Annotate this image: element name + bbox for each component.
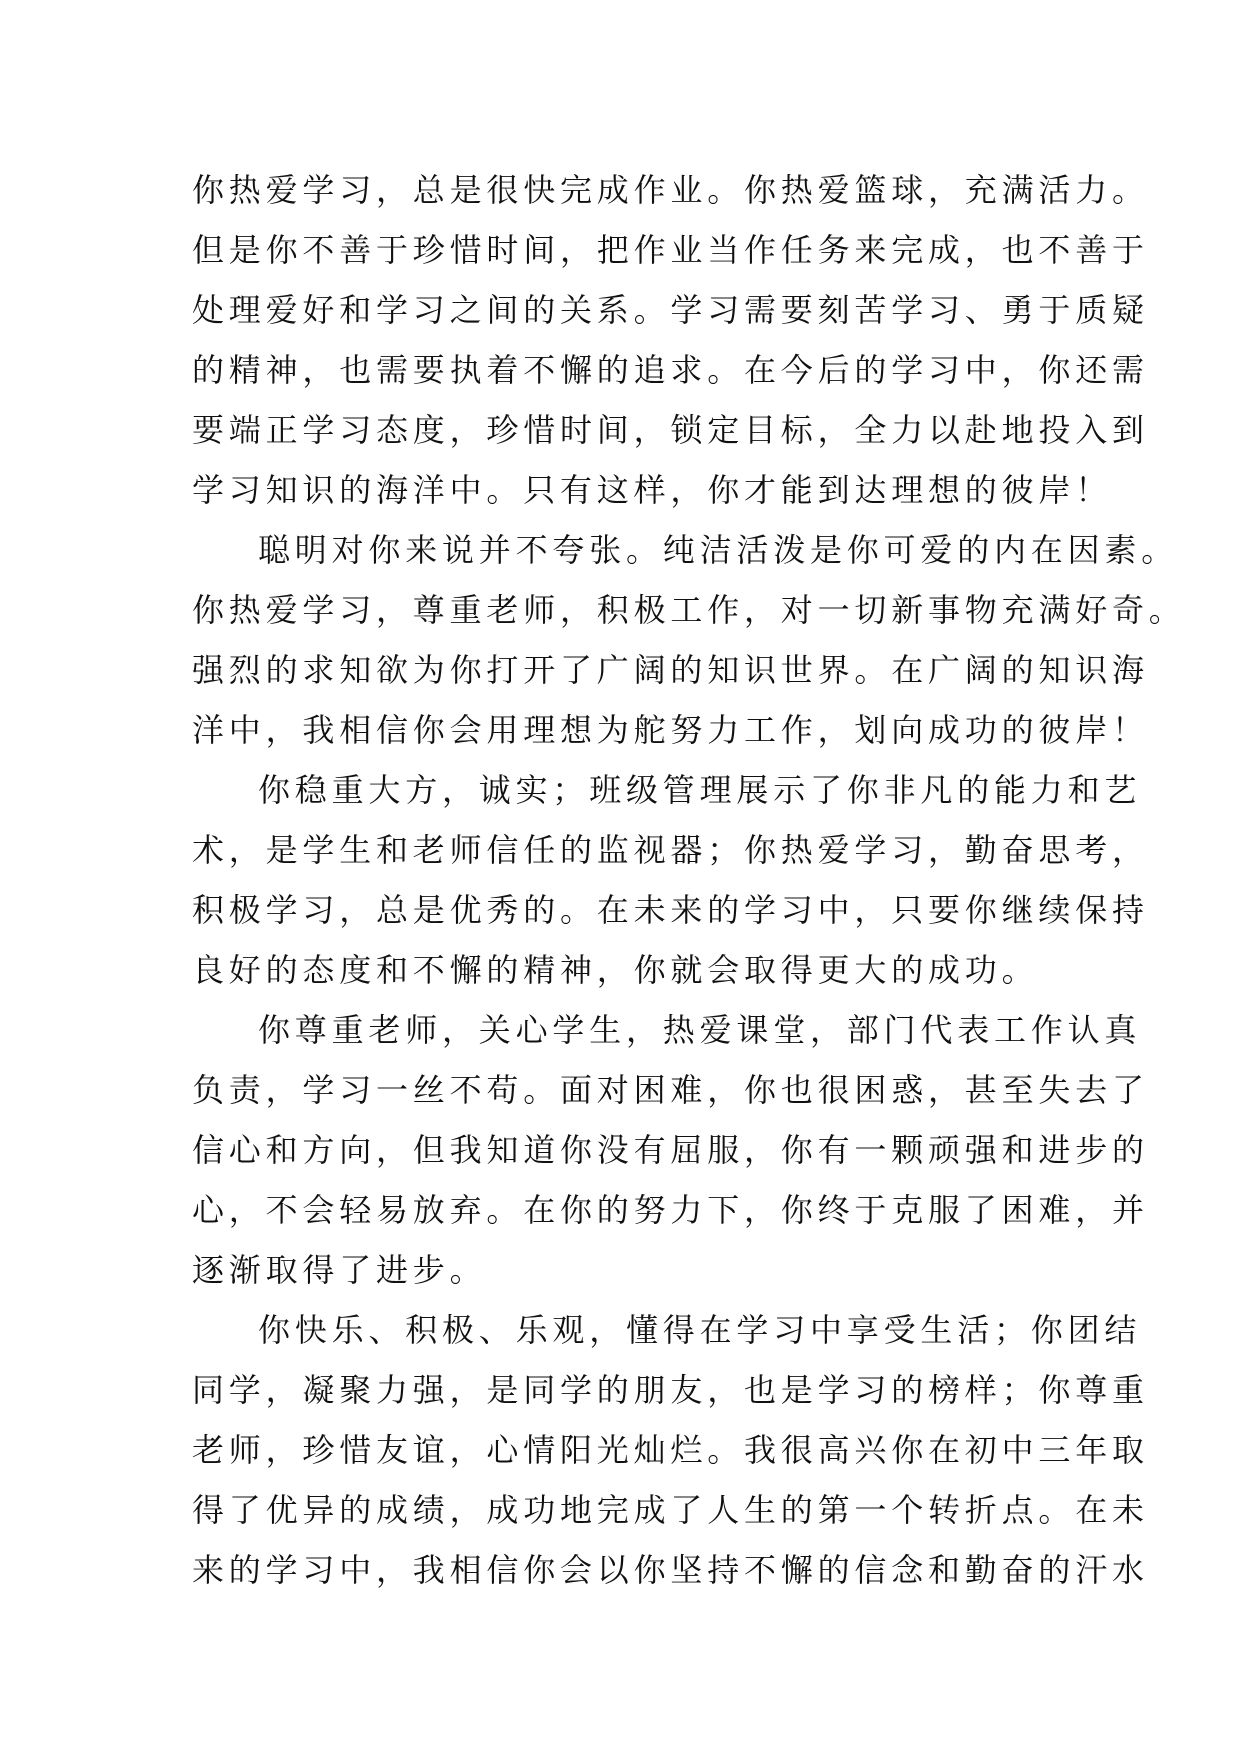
text-line: 强烈的求知欲为你打开了广阔的知识世界。在广阔的知识海 xyxy=(192,651,1149,689)
text-line: 你快乐、积极、乐观，懂得在学习中享受生活；你团结 xyxy=(258,1311,1142,1349)
paragraph-4 xyxy=(192,1000,1149,1300)
text-line: 学习知识的海洋中。只有这样，你才能到达理想的彼岸！ xyxy=(192,471,1113,509)
text-line: 你热爱学习，总是很快完成作业。你热爱篮球，充满活力。 xyxy=(192,171,1149,209)
text-line: 处理爱好和学习之间的关系。学习需要刻苦学习、勇于质疑 xyxy=(192,291,1149,329)
text-line: 聪明对你来说并不夸张。纯洁活泼是你可爱的内在因素。 xyxy=(258,531,1179,569)
text-line: 老师，珍惜友谊，心情阳光灿烂。我很高兴你在初中三年取 xyxy=(192,1431,1149,1469)
text-line: 你热爱学习，尊重老师，积极工作，对一切新事物充满好奇。 xyxy=(192,591,1186,629)
text-line: 逐渐取得了进步。 xyxy=(192,1251,487,1289)
text-line: 得了优异的成绩，成功地完成了人生的第一个转折点。在未 xyxy=(192,1491,1149,1529)
text-line: 来的学习中，我相信你会以你坚持不懈的信念和勤奋的汗水 xyxy=(192,1551,1149,1589)
text-line: 心，不会轻易放弃。在你的努力下，你终于克服了困难，并 xyxy=(192,1191,1149,1229)
text-line: 同学，凝聚力强，是同学的朋友，也是学习的榜样；你尊重 xyxy=(192,1371,1149,1409)
text-line: 但是你不善于珍惜时间，把作业当作任务来完成，也不善于 xyxy=(192,231,1149,269)
text-line: 良好的态度和不懈的精神，你就会取得更大的成功。 xyxy=(192,951,1039,989)
paragraph-1 xyxy=(192,160,1149,520)
text-line: 你稳重大方，诚实；班级管理展示了你非凡的能力和艺 xyxy=(258,771,1142,809)
document-body xyxy=(192,160,1186,1600)
text-line: 负责，学习一丝不苟。面对困难，你也很困惑，甚至失去了 xyxy=(192,1071,1149,1109)
paragraph-5 xyxy=(192,1300,1149,1600)
text-line: 积极学习，总是优秀的。在未来的学习中，只要你继续保持 xyxy=(192,891,1149,929)
paragraph-3 xyxy=(192,760,1149,1000)
text-line: 你尊重老师，关心学生，热爱课堂，部门代表工作认真 xyxy=(258,1011,1142,1049)
text-line: 术，是学生和老师信任的监视器；你热爱学习，勤奋思考， xyxy=(192,831,1149,869)
text-line: 信心和方向，但我知道你没有屈服，你有一颗顽强和进步的 xyxy=(192,1131,1149,1169)
paragraph-2 xyxy=(192,520,1186,760)
text-line: 洋中，我相信你会用理想为舵努力工作，划向成功的彼岸！ xyxy=(192,711,1149,749)
text-line: 的精神，也需要执着不懈的追求。在今后的学习中，你还需 xyxy=(192,351,1149,389)
text-line: 要端正学习态度，珍惜时间，锁定目标，全力以赴地投入到 xyxy=(192,411,1149,449)
